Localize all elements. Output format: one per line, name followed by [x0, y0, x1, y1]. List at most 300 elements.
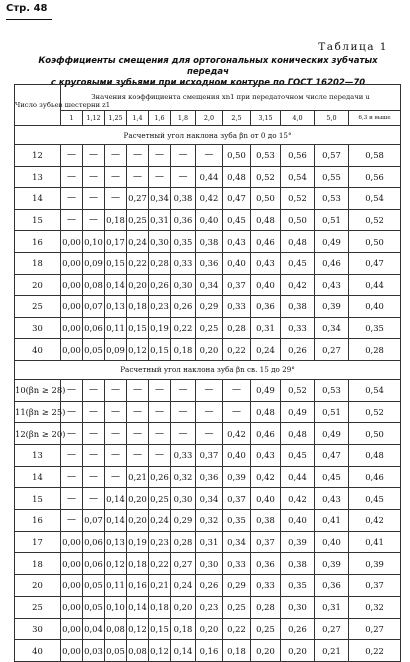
table-row — [15, 510, 401, 532]
offset-value-cell: 0,00 — [61, 618, 83, 640]
offset-value-cell: 0,14 — [105, 510, 127, 532]
offset-value-cell: 0,40 — [223, 252, 251, 274]
offset-value-cell: — — [61, 445, 83, 467]
offset-value-cell: 0,14 — [105, 274, 127, 296]
offset-value-cell: 0,18 — [223, 640, 251, 662]
page-label-rule — [6, 19, 52, 20]
teeth-count-cell: 17 — [15, 531, 61, 553]
offset-value-cell: 0,00 — [61, 252, 83, 274]
teeth-count-cell: 18 — [15, 553, 61, 575]
offset-value-cell: 0,14 — [171, 640, 196, 662]
offset-value-cell: 0,21 — [149, 575, 171, 597]
offset-value-cell: 0,00 — [61, 596, 83, 618]
offset-value-cell: 0,07 — [83, 296, 105, 318]
teeth-count-cell: 20 — [15, 575, 61, 597]
offset-value-cell: — — [105, 188, 127, 210]
offset-value-cell: 0,19 — [127, 531, 149, 553]
offset-value-cell: 0,40 — [196, 209, 223, 231]
offset-value-cell: 0,49 — [281, 401, 315, 423]
offset-value-cell: 0,20 — [171, 596, 196, 618]
offset-value-cell: 0,10 — [105, 596, 127, 618]
offset-value-cell: — — [149, 379, 171, 401]
table-row — [15, 339, 401, 361]
offset-value-cell: — — [61, 145, 83, 167]
teeth-count-cell: 15 — [15, 209, 61, 231]
offset-value-cell: 0,00 — [61, 575, 83, 597]
offset-value-cell: 0,41 — [349, 531, 401, 553]
offset-value-cell: 0,30 — [171, 488, 196, 510]
offset-value-cell: 0,55 — [315, 166, 349, 188]
offset-value-cell: — — [105, 466, 127, 488]
offset-value-cell: 0,35 — [281, 575, 315, 597]
teeth-count-cell: 30 — [15, 618, 61, 640]
offset-value-cell: 0,15 — [127, 317, 149, 339]
table-row — [15, 188, 401, 210]
offset-value-cell: 0,22 — [223, 339, 251, 361]
teeth-count-cell: 13 — [15, 166, 61, 188]
offset-value-cell: 0,00 — [61, 296, 83, 318]
offset-value-cell: — — [223, 401, 251, 423]
offset-value-cell: — — [149, 423, 171, 445]
offset-value-cell: 0,50 — [223, 145, 251, 167]
offset-value-cell: 0,31 — [149, 209, 171, 231]
offset-value-cell: 0,25 — [251, 618, 281, 640]
table-row — [15, 445, 401, 467]
offset-value-cell: 0,00 — [61, 553, 83, 575]
offset-value-cell: 0,15 — [149, 339, 171, 361]
teeth-count-cell: 16 — [15, 510, 61, 532]
offset-value-cell: 0,11 — [105, 317, 127, 339]
offset-value-cell: — — [127, 401, 149, 423]
offset-value-cell: 0,28 — [349, 339, 401, 361]
offset-value-cell: 0,37 — [196, 445, 223, 467]
offset-value-cell: 0,20 — [127, 488, 149, 510]
offset-value-cell: 0,18 — [127, 553, 149, 575]
offset-value-cell: 0,13 — [105, 531, 127, 553]
offset-value-cell: 0,39 — [223, 466, 251, 488]
offset-value-cell: 0,14 — [127, 596, 149, 618]
offset-value-cell: 0,50 — [349, 231, 401, 253]
offset-value-cell: 0,00 — [61, 317, 83, 339]
offset-value-cell: 0,29 — [223, 575, 251, 597]
offset-value-cell: 0,29 — [196, 296, 223, 318]
offset-value-cell: — — [61, 209, 83, 231]
offset-value-cell: 0,20 — [196, 618, 223, 640]
offset-value-cell: 0,05 — [83, 339, 105, 361]
offset-value-cell: 0,47 — [349, 252, 401, 274]
offset-value-cell: 0,44 — [349, 274, 401, 296]
table-row — [15, 401, 401, 423]
offset-value-cell: — — [83, 188, 105, 210]
offset-value-cell: 0,40 — [349, 296, 401, 318]
offset-value-cell: — — [83, 209, 105, 231]
offset-value-cell: 0,14 — [105, 488, 127, 510]
offset-value-cell: — — [171, 401, 196, 423]
offset-value-cell: 0,52 — [281, 379, 315, 401]
offset-value-cell: — — [127, 423, 149, 445]
offset-value-cell: 0,24 — [149, 510, 171, 532]
table-title-line: с круговыми зубьями при исходном контуре по ГОСТ 16202—70 — [50, 78, 366, 88]
offset-value-cell: — — [171, 145, 196, 167]
table-row — [15, 640, 401, 662]
offset-value-cell: 0,00 — [61, 339, 83, 361]
offset-value-cell: 0,33 — [223, 553, 251, 575]
offset-value-cell: 0,24 — [171, 575, 196, 597]
offset-value-cell: 0,30 — [171, 274, 196, 296]
offset-value-cell: 0,56 — [349, 166, 401, 188]
offset-value-cell: — — [83, 145, 105, 167]
offset-value-cell: 0,25 — [127, 209, 149, 231]
offset-value-cell: 0,35 — [223, 510, 251, 532]
teeth-count-header: Число зубьев шестерни z1 — [15, 85, 61, 126]
offset-value-cell: 0,12 — [105, 553, 127, 575]
offset-value-cell: — — [149, 401, 171, 423]
offset-value-cell: 0,43 — [223, 231, 251, 253]
offset-value-cell: 0,46 — [315, 252, 349, 274]
offset-value-cell: 0,31 — [251, 317, 281, 339]
offset-value-cell: — — [171, 423, 196, 445]
offset-value-cell: 0,33 — [171, 252, 196, 274]
teeth-count-cell: 14 — [15, 188, 61, 210]
offset-value-cell: — — [127, 145, 149, 167]
offset-value-cell: 0,18 — [149, 596, 171, 618]
table-row — [15, 531, 401, 553]
offset-value-cell: 0,17 — [105, 231, 127, 253]
offset-value-cell: 0,20 — [196, 339, 223, 361]
offset-value-cell: — — [83, 445, 105, 467]
offset-value-cell: 0,13 — [105, 296, 127, 318]
ratio-header: 3,15 — [251, 111, 281, 126]
offset-value-cell: 0,44 — [196, 166, 223, 188]
offset-value-cell: 0,37 — [349, 575, 401, 597]
offset-value-cell: 0,20 — [127, 510, 149, 532]
offset-value-cell: 0,51 — [315, 401, 349, 423]
offset-value-cell: 0,40 — [315, 531, 349, 553]
offset-value-cell: 0,21 — [315, 640, 349, 662]
table-row — [15, 618, 401, 640]
offset-value-cell: 0,08 — [83, 274, 105, 296]
offset-value-cell: 0,42 — [349, 510, 401, 532]
offset-value-cell: 0,32 — [196, 510, 223, 532]
table-row — [15, 145, 401, 167]
offset-value-cell: 0,51 — [315, 209, 349, 231]
offset-value-cell: 0,43 — [315, 488, 349, 510]
offset-group-header: Значения коэффициента смещения xn1 при передаточном числе передачи u — [61, 85, 401, 111]
offset-value-cell: 0,48 — [251, 401, 281, 423]
offset-value-cell: 0,37 — [251, 531, 281, 553]
offset-value-cell: — — [61, 379, 83, 401]
offset-value-cell: — — [61, 466, 83, 488]
table-row — [15, 423, 401, 445]
offset-value-cell: 0,27 — [315, 618, 349, 640]
teeth-count-cell: 40 — [15, 339, 61, 361]
offset-value-cell: 0,18 — [171, 618, 196, 640]
offset-value-cell: 0,54 — [349, 379, 401, 401]
offset-value-cell: 0,24 — [127, 231, 149, 253]
offset-value-cell: 0,42 — [251, 466, 281, 488]
offset-value-cell: 0,15 — [149, 618, 171, 640]
offset-value-cell: 0,49 — [315, 231, 349, 253]
teeth-count-cell: 15 — [15, 488, 61, 510]
offset-value-cell: 0,27 — [171, 553, 196, 575]
teeth-count-cell: 25 — [15, 296, 61, 318]
offset-value-cell: 0,05 — [105, 640, 127, 662]
offset-value-cell: 0,42 — [223, 423, 251, 445]
offset-value-cell: — — [223, 379, 251, 401]
offset-value-cell: 0,33 — [281, 317, 315, 339]
table-label: Таблица 1 — [318, 41, 388, 53]
offset-value-cell: 0,26 — [281, 339, 315, 361]
offset-value-cell: 0,09 — [105, 339, 127, 361]
teeth-count-cell: 13 — [15, 445, 61, 467]
offset-value-cell: 0,22 — [223, 618, 251, 640]
offset-value-cell: — — [61, 188, 83, 210]
offset-value-cell: 0,32 — [349, 596, 401, 618]
offset-value-cell: 0,40 — [251, 488, 281, 510]
teeth-count-cell: 16 — [15, 231, 61, 253]
offset-value-cell: 0,11 — [105, 575, 127, 597]
offset-value-cell: 0,58 — [349, 145, 401, 167]
ratio-header: 2,5 — [223, 111, 251, 126]
offset-value-cell: 0,36 — [251, 296, 281, 318]
offset-value-cell: — — [105, 445, 127, 467]
offset-value-cell: 0,27 — [127, 188, 149, 210]
teeth-count-cell: 11(βn ≥ 25) — [15, 401, 61, 423]
offset-value-cell: 0,52 — [281, 188, 315, 210]
offset-value-cell: 0,45 — [223, 209, 251, 231]
offset-value-cell: 0,25 — [223, 596, 251, 618]
offset-value-cell: 0,39 — [315, 553, 349, 575]
offset-value-cell: — — [149, 445, 171, 467]
offset-value-cell: 0,36 — [171, 209, 196, 231]
offset-value-cell: 0,10 — [83, 231, 105, 253]
offset-value-cell: 0,40 — [281, 510, 315, 532]
offset-value-cell: 0,20 — [127, 274, 149, 296]
offset-value-cell: 0,23 — [196, 596, 223, 618]
offset-value-cell: — — [127, 166, 149, 188]
teeth-count-cell: 10(βn ≥ 28) — [15, 379, 61, 401]
offset-value-cell: 0,26 — [281, 618, 315, 640]
helix-angle-section-header: Расчетный угол наклона зуба βn от 0 до 15° — [15, 126, 401, 145]
offset-value-cell: — — [171, 166, 196, 188]
teeth-count-cell: 12(βn ≥ 20) — [15, 423, 61, 445]
offset-value-cell: — — [105, 166, 127, 188]
offset-value-cell: 0,34 — [315, 317, 349, 339]
offset-value-cell: 0,07 — [83, 510, 105, 532]
offset-value-cell: — — [83, 166, 105, 188]
offset-value-cell: 0,54 — [281, 166, 315, 188]
offset-value-cell: 0,04 — [83, 618, 105, 640]
offset-value-cell: 0,39 — [281, 531, 315, 553]
offset-value-cell: 0,41 — [315, 510, 349, 532]
ratio-header: 1,8 — [171, 111, 196, 126]
offset-value-cell: 0,25 — [149, 488, 171, 510]
offset-value-cell: 0,52 — [349, 401, 401, 423]
offset-value-cell: 0,06 — [83, 317, 105, 339]
offset-value-cell: 0,50 — [281, 209, 315, 231]
offset-value-cell: 0,52 — [251, 166, 281, 188]
offset-value-cell: — — [83, 488, 105, 510]
offset-value-cell: 0,48 — [281, 423, 315, 445]
offset-value-cell: 0,39 — [315, 296, 349, 318]
offset-value-cell: 0,37 — [223, 274, 251, 296]
offset-value-cell: 0,12 — [149, 640, 171, 662]
table-row — [15, 379, 401, 401]
offset-value-cell: 0,28 — [149, 252, 171, 274]
offset-value-cell: 0,38 — [171, 188, 196, 210]
offset-value-cell: 0,53 — [251, 145, 281, 167]
offset-value-cell: 0,23 — [149, 531, 171, 553]
table-row — [15, 252, 401, 274]
offset-value-cell: 0,29 — [171, 510, 196, 532]
offset-value-cell: 0,33 — [251, 575, 281, 597]
offset-value-cell: — — [61, 488, 83, 510]
table-row — [15, 596, 401, 618]
offset-value-cell: 0,26 — [149, 466, 171, 488]
offset-value-cell: 0,22 — [171, 317, 196, 339]
offset-value-cell: 0,03 — [83, 640, 105, 662]
ratio-header: 1,4 — [127, 111, 149, 126]
offset-value-cell: 0,16 — [127, 575, 149, 597]
offset-value-cell: — — [83, 379, 105, 401]
offset-value-cell: 0,43 — [315, 274, 349, 296]
offset-value-cell: 0,38 — [196, 231, 223, 253]
offset-value-cell: 0,44 — [281, 466, 315, 488]
offset-value-cell: 0,39 — [349, 553, 401, 575]
offset-value-cell: 0,08 — [127, 640, 149, 662]
offset-value-cell: 0,20 — [281, 640, 315, 662]
offset-value-cell: 0,49 — [315, 423, 349, 445]
offset-value-cell: 0,40 — [223, 445, 251, 467]
offset-value-cell: 0,47 — [315, 445, 349, 467]
ratio-header: 1,25 — [105, 111, 127, 126]
offset-value-cell: 0,36 — [315, 575, 349, 597]
offset-value-cell: 0,45 — [281, 252, 315, 274]
offset-value-cell: — — [171, 379, 196, 401]
offset-value-cell: 0,35 — [349, 317, 401, 339]
offset-value-cell: — — [127, 379, 149, 401]
offset-coefficients-table — [14, 84, 401, 662]
offset-value-cell: 0,53 — [315, 188, 349, 210]
offset-value-cell: — — [105, 145, 127, 167]
offset-value-cell: 0,42 — [281, 488, 315, 510]
offset-value-cell: 0,30 — [149, 231, 171, 253]
offset-value-cell: 0,28 — [223, 317, 251, 339]
table-row — [15, 317, 401, 339]
offset-value-cell: 0,32 — [171, 466, 196, 488]
offset-value-cell: 0,43 — [251, 445, 281, 467]
table-row — [15, 166, 401, 188]
offset-value-cell: 0,22 — [349, 640, 401, 662]
offset-value-cell: 0,18 — [105, 209, 127, 231]
table-row — [15, 466, 401, 488]
offset-value-cell: — — [105, 401, 127, 423]
offset-value-cell: 0,06 — [83, 531, 105, 553]
offset-value-cell: 0,36 — [251, 553, 281, 575]
offset-value-cell: 0,36 — [196, 252, 223, 274]
offset-value-cell: — — [196, 145, 223, 167]
offset-value-cell: — — [149, 166, 171, 188]
offset-value-cell: 0,54 — [349, 188, 401, 210]
offset-value-cell: 0,30 — [281, 596, 315, 618]
offset-value-cell: 0,50 — [251, 188, 281, 210]
offset-value-cell: 0,27 — [315, 339, 349, 361]
offset-value-cell: 0,00 — [61, 274, 83, 296]
table-row — [15, 575, 401, 597]
teeth-count-cell: 25 — [15, 596, 61, 618]
offset-value-cell: 0,12 — [127, 618, 149, 640]
table-row — [15, 553, 401, 575]
offset-value-cell: 0,31 — [315, 596, 349, 618]
ratio-header: 5,0 — [315, 111, 349, 126]
offset-value-cell: 0,20 — [251, 640, 281, 662]
offset-value-cell: 0,26 — [196, 575, 223, 597]
offset-value-cell: 0,16 — [196, 640, 223, 662]
offset-value-cell: 0,38 — [281, 296, 315, 318]
teeth-count-cell: 12 — [15, 145, 61, 167]
table-row — [15, 296, 401, 318]
table-row — [15, 274, 401, 296]
ratio-header: 4,0 — [281, 111, 315, 126]
offset-value-cell: 0,38 — [281, 553, 315, 575]
offset-value-cell: 0,38 — [251, 510, 281, 532]
offset-value-cell: 0,09 — [83, 252, 105, 274]
helix-angle-section-header: Расчетный угол наклона зуба βn св. 15 до 29° — [15, 360, 401, 379]
table-row — [15, 231, 401, 253]
offset-value-cell: 0,48 — [349, 445, 401, 467]
offset-value-cell: 0,47 — [223, 188, 251, 210]
table-row — [15, 488, 401, 510]
offset-value-cell: — — [127, 445, 149, 467]
offset-value-cell: 0,33 — [171, 445, 196, 467]
offset-value-cell: 0,45 — [281, 445, 315, 467]
offset-value-cell: — — [196, 401, 223, 423]
offset-value-cell: 0,43 — [251, 252, 281, 274]
offset-value-cell: 0,26 — [149, 274, 171, 296]
offset-value-cell: 0,56 — [281, 145, 315, 167]
offset-value-cell: — — [83, 466, 105, 488]
teeth-count-cell: 18 — [15, 252, 61, 274]
offset-value-cell: 0,26 — [171, 296, 196, 318]
table-title-line: Коэффициенты смещения для ортогональных конических зубчатых передач — [38, 56, 378, 77]
ratio-header: 1,6 — [149, 111, 171, 126]
offset-value-cell: 0,18 — [127, 296, 149, 318]
offset-value-cell: 0,50 — [349, 423, 401, 445]
offset-value-cell: 0,30 — [196, 553, 223, 575]
offset-value-cell: 0,00 — [61, 231, 83, 253]
offset-value-cell: 0,18 — [171, 339, 196, 361]
offset-value-cell: — — [105, 379, 127, 401]
offset-value-cell: 0,45 — [315, 466, 349, 488]
offset-value-cell: 0,57 — [315, 145, 349, 167]
offset-value-cell: 0,28 — [171, 531, 196, 553]
offset-value-cell: 0,24 — [251, 339, 281, 361]
offset-value-cell: 0,37 — [223, 488, 251, 510]
ratio-header: 1,12 — [83, 111, 105, 126]
ratio-header: 1 — [61, 111, 83, 126]
table-row — [15, 209, 401, 231]
offset-value-cell: 0,05 — [83, 575, 105, 597]
offset-value-cell: 0,22 — [127, 252, 149, 274]
offset-value-cell: 0,42 — [281, 274, 315, 296]
offset-value-cell: 0,46 — [251, 231, 281, 253]
teeth-count-cell: 40 — [15, 640, 61, 662]
offset-value-cell: 0,22 — [149, 553, 171, 575]
offset-value-cell: 0,52 — [349, 209, 401, 231]
ratio-header: 6,3 и выше — [349, 111, 401, 126]
offset-value-cell: 0,34 — [149, 188, 171, 210]
offset-value-cell: 0,48 — [251, 209, 281, 231]
